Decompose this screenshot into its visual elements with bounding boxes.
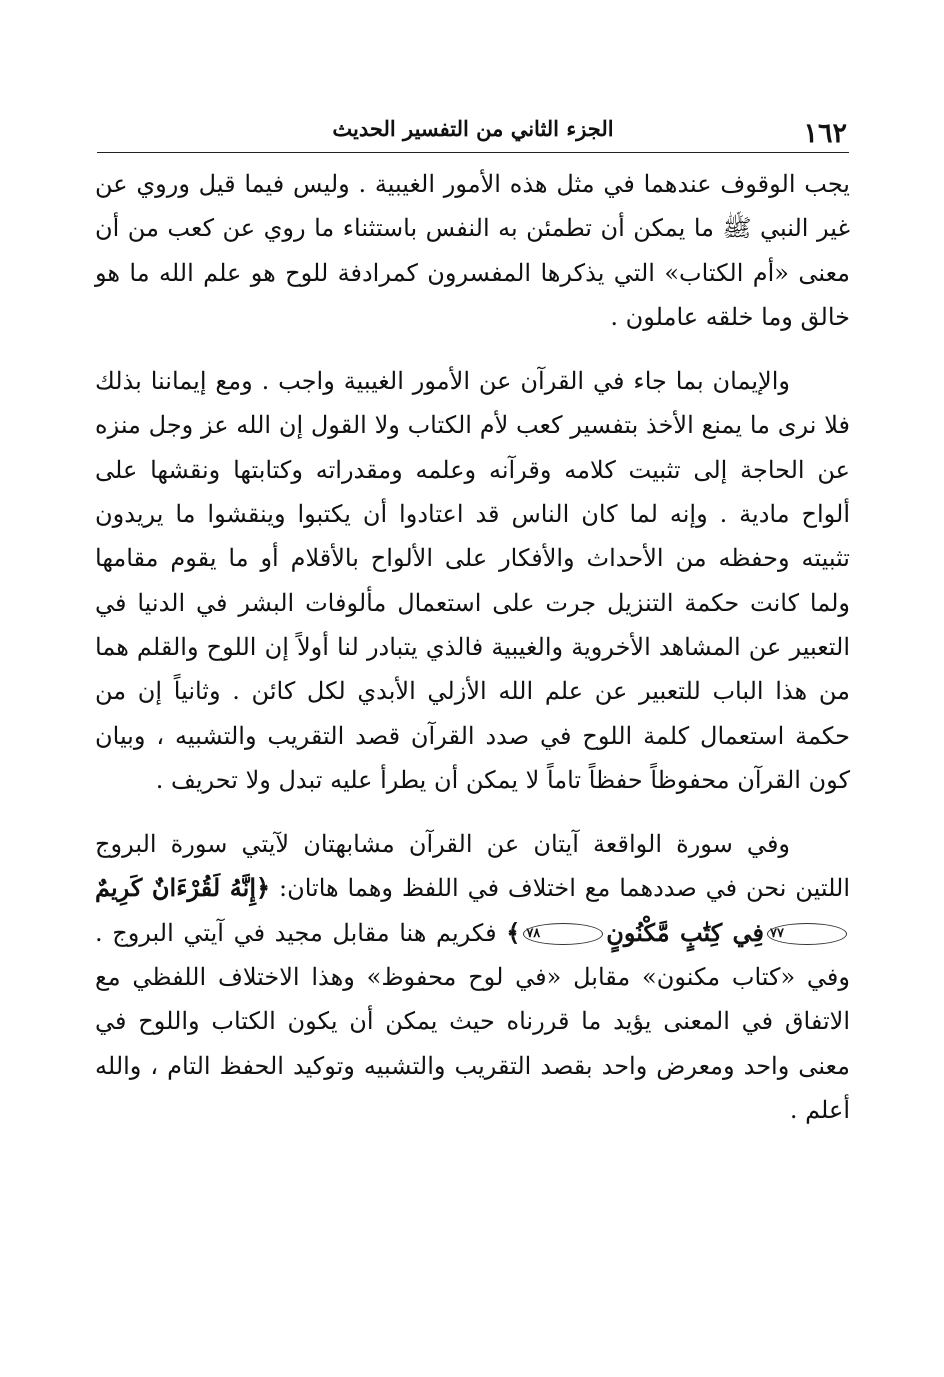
ayah-text-77: إِنَّهُ لَقُرْءَانٌ كَرِيمٌ xyxy=(95,873,257,903)
ayah-number-78: ٧٨ xyxy=(523,923,603,945)
ayah-number-77: ٧٧ xyxy=(767,923,847,945)
ayah-close-bracket: ﴾ xyxy=(506,917,521,947)
page-header xyxy=(97,112,849,152)
page-body xyxy=(95,162,850,1132)
running-title: الجزء الثاني من التفسير الحديث xyxy=(332,116,614,141)
page-number: ١٦٢ xyxy=(803,118,847,149)
paragraph-3-intro: وفي سورة الواقعة آيتان عن القرآن مشابهتان لآيتي سورة البروج اللتين نحن في صددهما مع اختلاف في اللفظ وهما هاتان: xyxy=(95,830,850,903)
paragraph-2: والإيمان بما جاء في القرآن عن الأمور الغيبية واجب . ومع إيماننا بذلك فلا نرى ما يمنع الأخذ بتفسير كعب لأم الكتاب ولا القول إن الله عز وجل منزه عن الحاجة إلى تثبيت كلامه وقرآنه وعلمه ومقدراته وكتابتها ونقشها على ألواح مادية . وإنه لما كان الناس قد اعتادوا أن يكتبوا وينقشوا ما يريدون تثبيته وحفظه من الأحداث والأفكار على الألواح بالأقلام أو ما يقوم مقامها ولما كانت حكمة التنزيل جرت على استعمال مألوفات البشر في الدنيا في التعبير عن المشاهد الأخروية والغيبية فالذي يتبادر لنا أولاً إن اللوح والقلم هما من هذا الباب للتعبير عن علم الله الأزلي الأبدي لكل كائن . وثانياً إن من حكمة استعمال كلمة اللوح في صدد القرآن قصد التقريب والتشبيه ، وبيان كون القرآن محفوظاً حفظاً تاماً لا يمكن أن يطرأ عليه تبدل ولا تحريف . xyxy=(95,367,851,794)
header-divider xyxy=(97,152,849,153)
paragraph-1: يجب الوقوف عندهما في مثل هذه الأمور الغيبية . وليس فيما قيل وروي عن غير النبي ﷺ ما يمكن أن تطمئن به النفس باستثناء ما روي عن كعب من أن معنى «أم الكتاب» التي يذكرها المفسرون كمرادفة للوح هو علم الله ما هو خالق وما خلقه عاملون . xyxy=(95,170,850,331)
paragraph-3 xyxy=(95,822,850,1132)
ayah-open-bracket: ﴿ xyxy=(256,873,271,903)
ayah-text-78: فِي كِتَٰبٍ مَّكْنُونٍ xyxy=(606,917,765,947)
paragraph-3-body: فكريم هنا مقابل مجيد في آيتي البروج . وفي «كتاب مكنون» مقابل «في لوح محفوظ» وهذا الاختلاف اللفظي مع الاتفاق في المعنى يؤيد ما قررناه حيث يمكن أن يكون الكتاب واللوح في معنى واحد ومعرض واحد بقصد التقريب والتشبيه وتوكيد الحفظ التام ، والله أعلم . xyxy=(95,918,850,1124)
